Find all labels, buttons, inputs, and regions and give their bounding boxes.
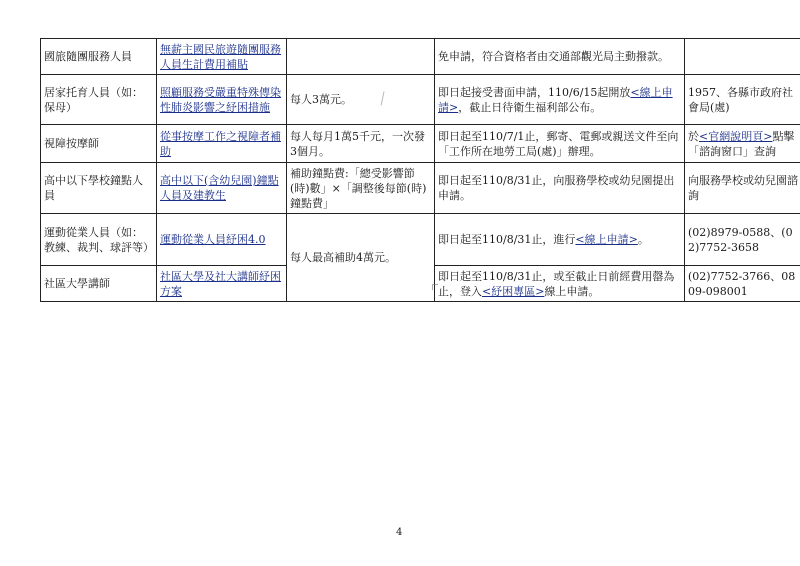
table-row [41,214,800,266]
program-link[interactable]: 從事按摩工作之視障者補助 [157,125,287,163]
amount-cell: 每人3萬元。 [287,75,435,125]
program-link[interactable]: 運動從業人員紓困4.0 [157,214,287,266]
occupation-cell: 運動從業人員（如：教練、裁判、球評等） [41,214,157,266]
method-text: 線上申請。 [544,284,600,298]
method-text: 即日起至110/8/31止，或至截止日前經費用罄為止，登入 [438,269,675,298]
online-apply-link[interactable]: <線上申請> [438,85,673,114]
method-cell: 免申請，符合資格者由交通部觀光局主動撥款。 [435,39,685,75]
contact-cell: 1957、各縣市政府社會局(處) [685,75,800,125]
occupation-cell: 社區大學講師 [41,266,157,302]
occupation-cell: 高中以下學校鐘點人員 [41,163,157,214]
method-cell [435,266,685,302]
method-cell [435,75,685,125]
method-cell [435,214,685,266]
method-text: 即日起接受書面申請，110/6/15起開放 [438,85,631,99]
contact-cell [685,125,800,163]
occupation-cell: 國旅隨團服務人員 [41,39,157,75]
program-link[interactable]: 高中以下(含幼兒園)鐘點人員及建教生 [157,163,287,214]
contact-text: 於 [688,129,699,143]
method-text: 。 [637,233,649,246]
program-link[interactable]: 無薪主國民旅遊隨團服務人員生計費用補貼 [157,39,287,75]
relief-zone-link[interactable]: <紓困專區> [482,284,545,298]
contact-text: 點擊「諮詢窗口」查詢 [688,129,795,158]
method-cell: 即日起至110/8/31止，向服務學校或幼兒園提出申請。 [435,163,685,214]
scan-artifact [432,284,438,290]
table-row [41,75,800,125]
method-text: 即日起至110/8/31止，進行 [438,233,576,246]
table-row [41,39,800,75]
amount-cell: 補助鐘點費:「總受影響節(時)數」×「調整後每節(時)鐘點費」 [287,163,435,214]
page-number: 4 [396,527,403,538]
contact-cell: (02)8979-0588、(02)7752-3658 [685,214,800,266]
table-row [41,125,800,163]
occupation-cell: 視障按摩師 [41,125,157,163]
online-apply-link[interactable]: <線上申請> [575,233,638,246]
amount-cell: 每人每月1萬5千元，一次發3個月。 [287,125,435,163]
contact-cell [685,39,800,75]
amount-cell [287,39,435,75]
occupation-cell: 居家托育人員（如：保母） [41,75,157,125]
official-info-link[interactable]: <官網說明頁> [699,129,773,143]
table-row [41,163,800,214]
relief-measures-table [40,38,800,302]
contact-cell: 向服務學校或幼兒園諮詢 [685,163,800,214]
method-cell: 即日起至110/7/1止，郵寄、電郵或親送文件至向「工作所在地勞工局(處)」辦理。 [435,125,685,163]
program-link[interactable]: 社區大學及社大講師紓困方案 [157,266,287,302]
contact-cell: (02)7752-3766、0809-098001 [685,266,800,302]
amount-cell: 每人最高補助4萬元。 [287,214,435,302]
method-text: ，截止日待衛生福利部公布。 [458,100,602,114]
program-link[interactable]: 照顧服務受嚴重特殊傳染性肺炎影響之紓困措施 [157,75,287,125]
